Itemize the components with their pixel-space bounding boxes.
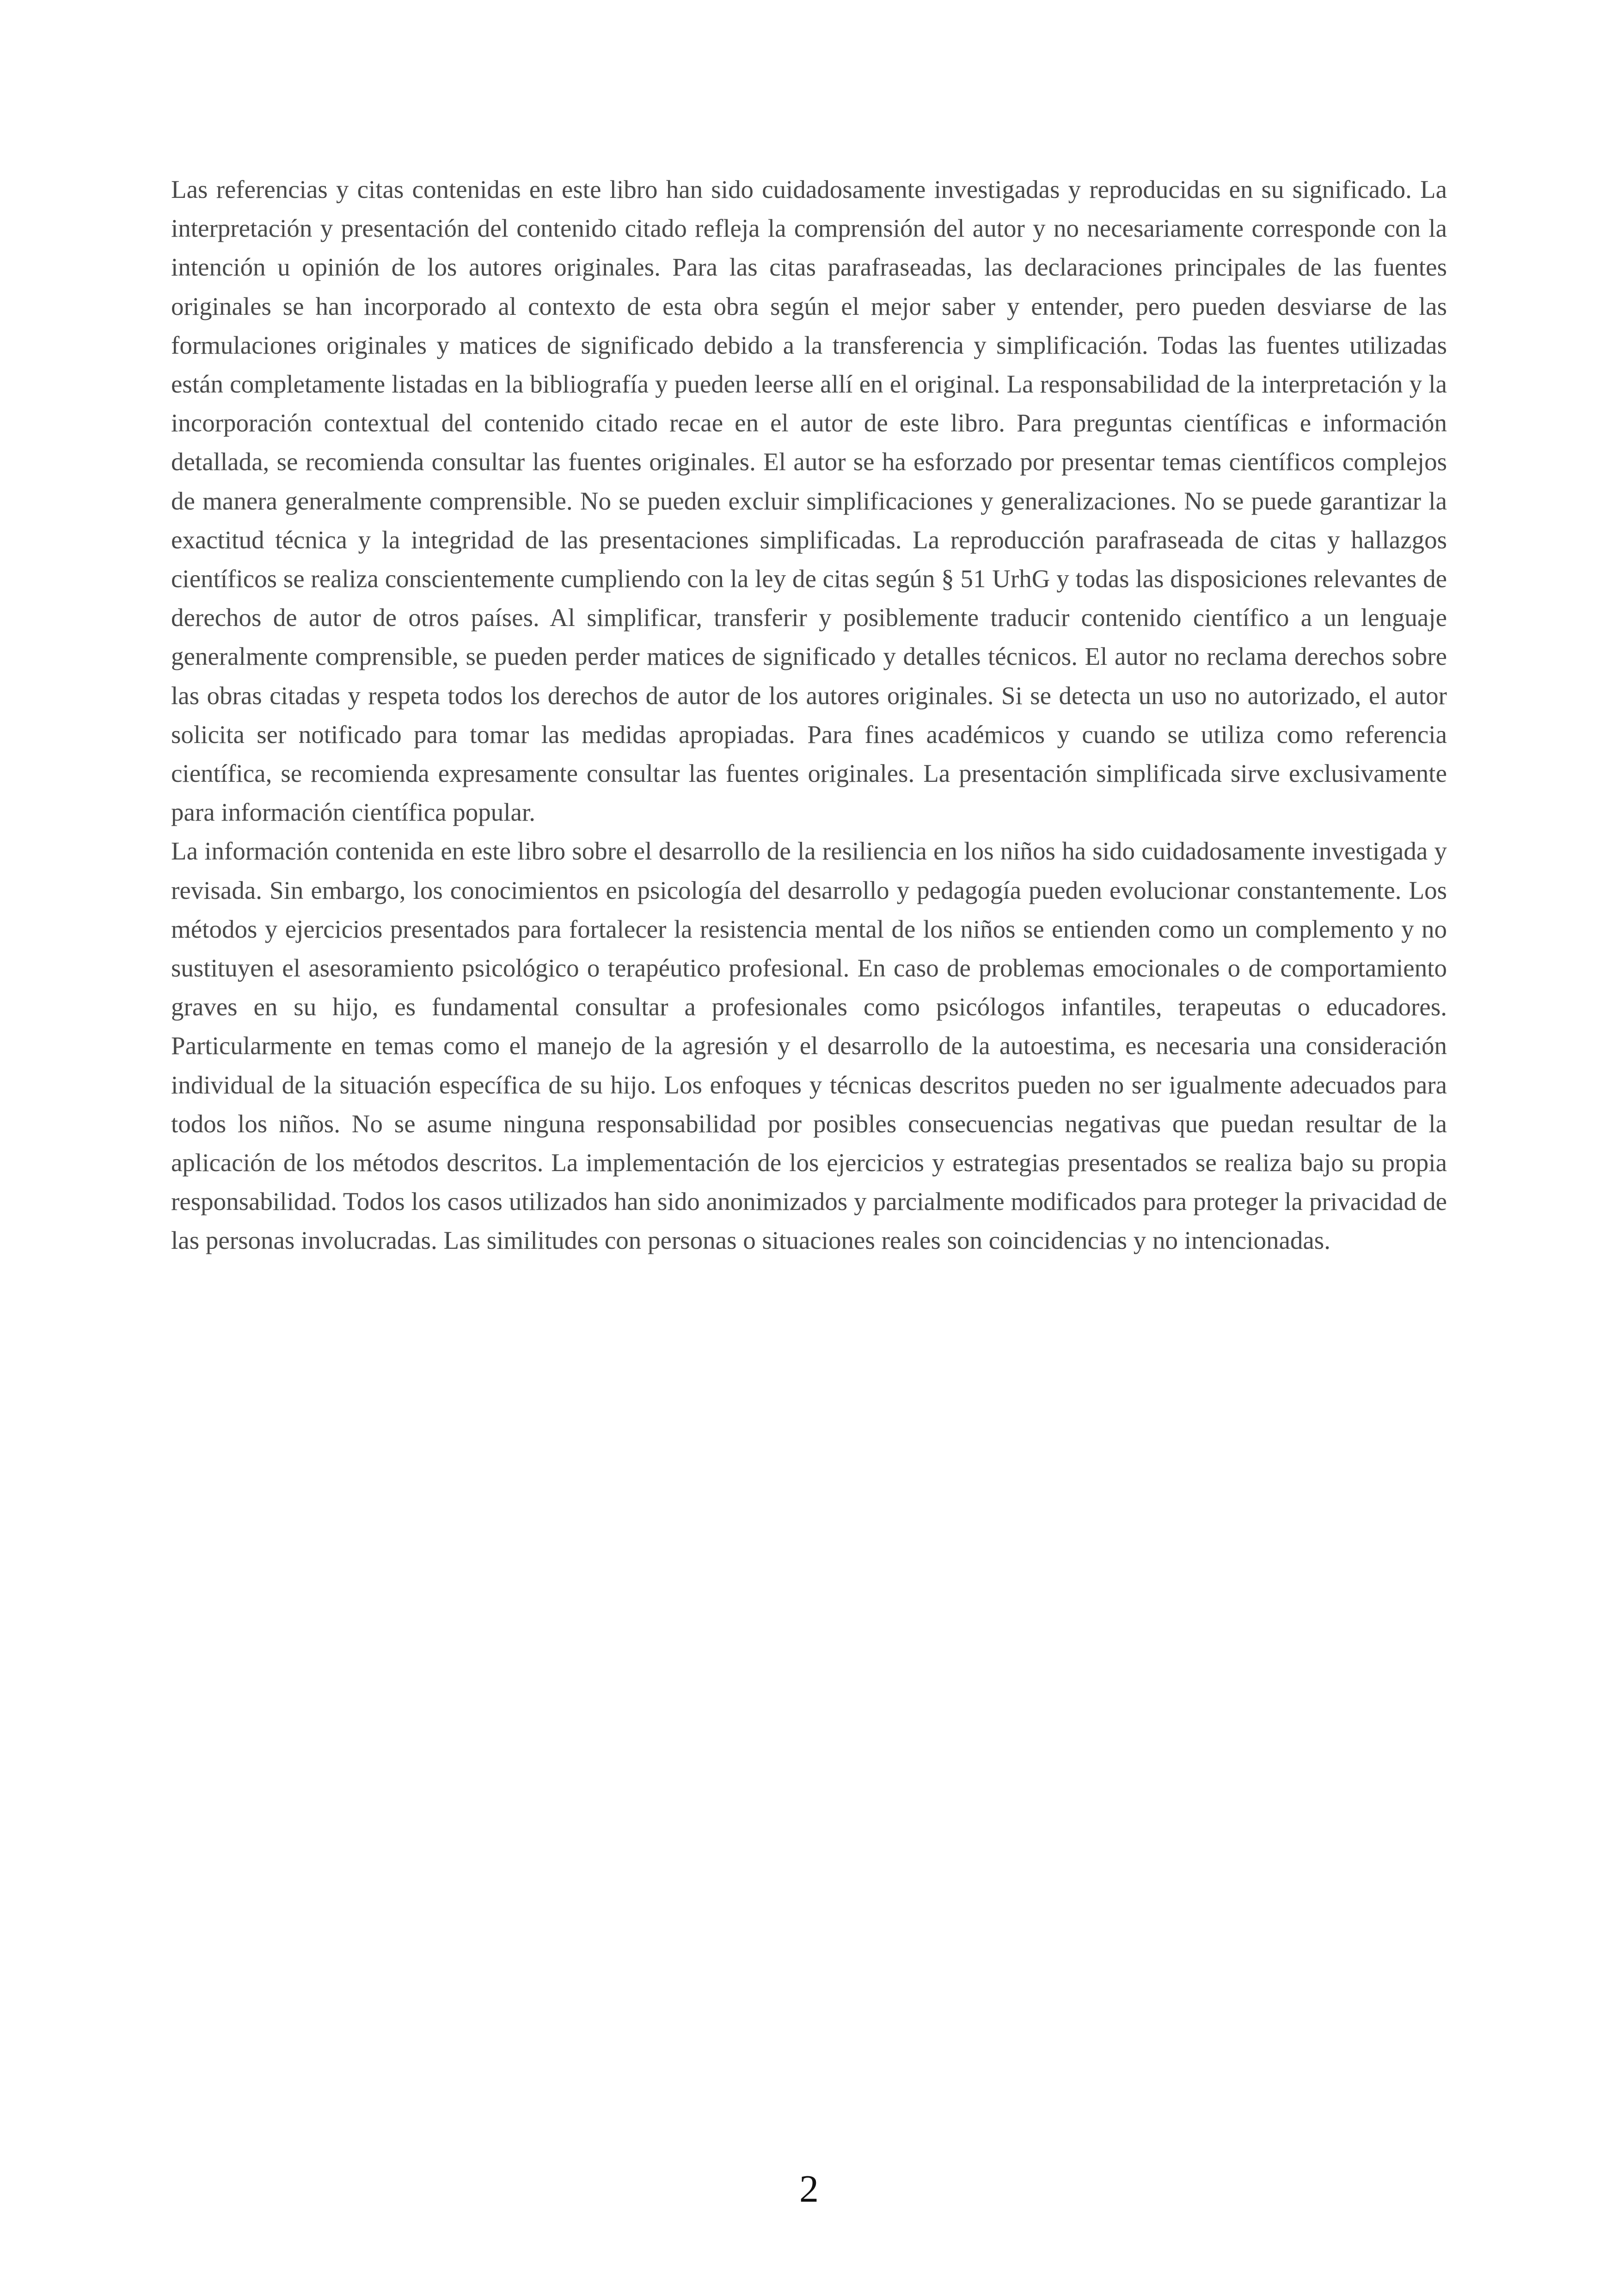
body-text [171,170,1447,1260]
paragraph-resilience-disclaimer: La información contenida en este libro sobre el desarrollo de la resiliencia en los niños ha sido cuidadosamente investigada y revisada. Sin embargo, los conocimientos en psicología del desarrollo y pedagogía pueden evolucionar constantemente. Los métodos y ejercicios presentados para fortalecer la resistencia mental de los niños se entienden como un complemento y no sustituyen el asesoramiento psicológico o terapéutico profesional. En caso de problemas emocionales o de comportamiento graves en su hijo, es fundamental consultar a profesionales como psicólogos infantiles, terapeutas o educadores. Particularmente en temas como el manejo de la agresión y el desarrollo de la autoestima, es necesaria una consideración individual de la situación específica de su hijo. Los enfoques y técnicas descritos pueden no ser igualmente adecuados para todos los niños. No se asume ninguna responsabilidad por posibles consecuencias negativas que puedan resultar de la aplicación de los métodos descritos. La implementación de los ejercicios y estrategias presentados se realiza bajo su propia responsabilidad. Todos los casos utilizados han sido anonimizados y parcialmente modificados para proteger la privacidad de las personas involucradas. Las similitudes con personas o situaciones reales son coincidencias y no intencionadas. [171,837,1447,1255]
page-number: 2 [799,2167,819,2210]
paragraph-citations-disclaimer: Las referencias y citas contenidas en este libro han sido cuidadosamente investigadas y reproducidas en su significado. La interpretación y presentación del contenido citado refleja la comprensión del autor y no necesariamente corresponde con la intención u opinión de los autores originales. Para las citas parafraseadas, las declaraciones principales de las fuentes originales se han incorporado al contexto de esta obra según el mejor saber y entender, pero pueden desviarse de las formulaciones originales y matices de significado debido a la transferencia y simplificación. Todas las fuentes utilizadas están completamente listadas en la bibliografía y pueden leerse allí en el original. La responsabilidad de la interpretación y la incorporación contextual del contenido citado recae en el autor de este libro. Para preguntas científicas e información detallada, se recomienda consultar las fuentes originales. El autor se ha esforzado por presentar temas científicos complejos de manera generalmente comprensible. No se pueden excluir simplificaciones y generalizaciones. No se puede garantizar la exactitud técnica y la integridad de las presentaciones simplificadas. La reproducción parafraseada de citas y hallazgos científicos se realiza conscientemente cumpliendo con la ley de citas según § 51 UrhG y todas las disposiciones relevantes de derechos de autor de otros países. Al simplificar, transferir y posiblemente traducir contenido científico a un lenguaje generalmente comprensible, se pueden perder matices de significado y detalles técnicos. El autor no reclama derechos sobre las obras citadas y respeta todos los derechos de autor de los autores originales. Si se detecta un uso no autorizado, el autor solicita ser notificado para tomar las medidas apropiadas. Para fines académicos y cuando se utiliza como referencia científica, se recomienda expresamente consultar las fuentes originales. La presentación simplificada sirve exclusivamente para información científica popular. [171,175,1447,827]
